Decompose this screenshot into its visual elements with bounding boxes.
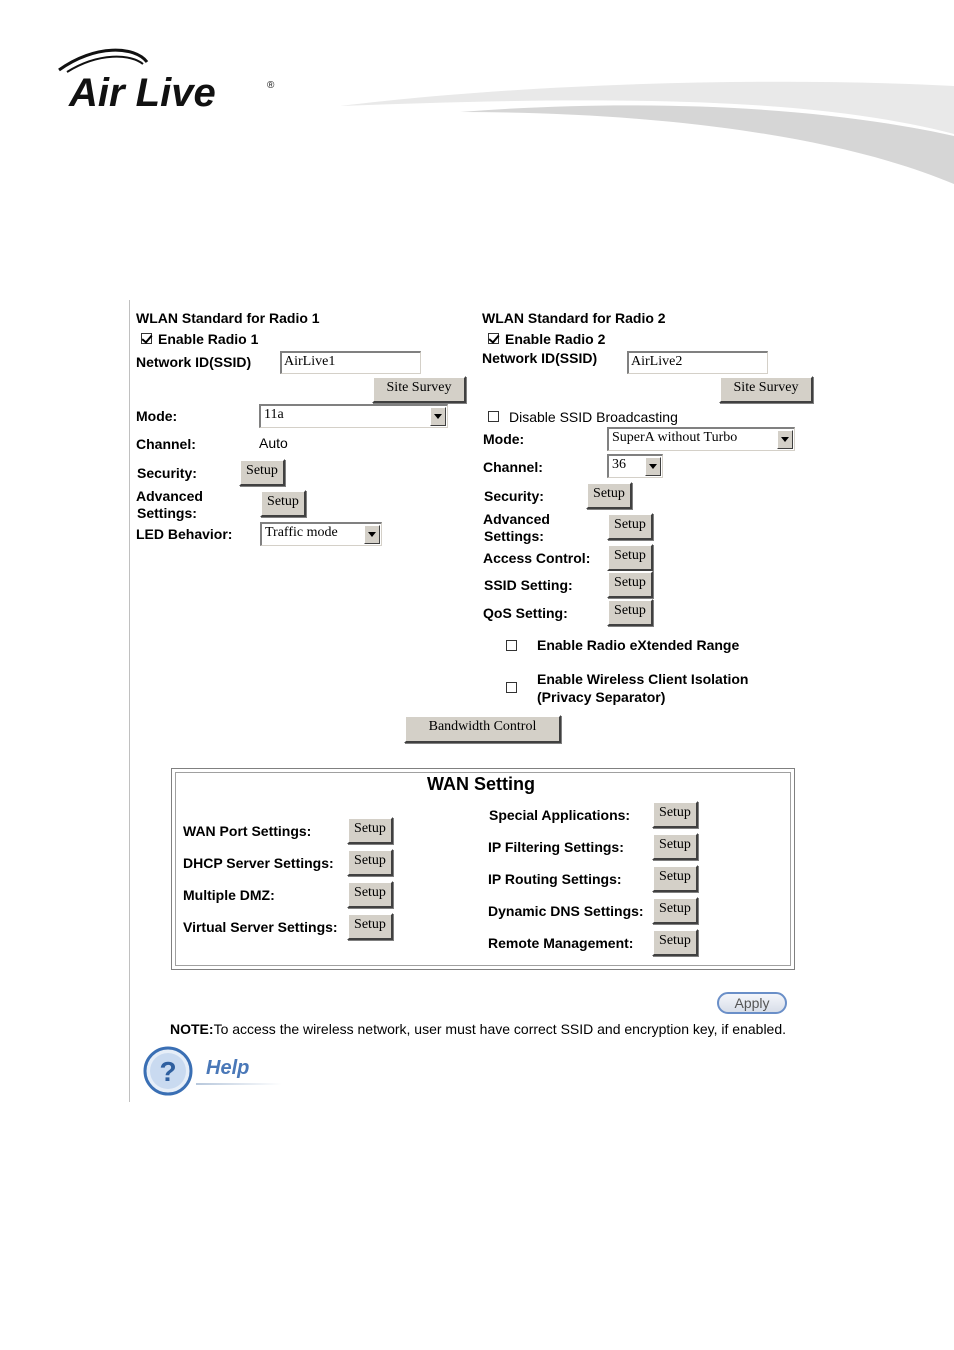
- radio1-site-survey-button[interactable]: Site Survey: [372, 376, 466, 403]
- header: [0, 0, 954, 200]
- chevron-down-icon[interactable]: [364, 525, 380, 544]
- bandwidth-control-button[interactable]: Bandwidth Control: [404, 715, 561, 743]
- radio2-heading: WLAN Standard for Radio 2: [482, 310, 666, 326]
- radio2-isolation-label-2: (Privacy Separator): [537, 689, 666, 705]
- svg-text:®: ®: [267, 80, 275, 91]
- radio1-security-setup-button[interactable]: Setup: [239, 459, 285, 486]
- ip-routing-setup-button[interactable]: Setup: [652, 865, 698, 892]
- radio1-heading: WLAN Standard for Radio 1: [136, 310, 320, 326]
- radio2-qos-label: QoS Setting:: [483, 605, 568, 621]
- dynamic-dns-label: Dynamic DNS Settings:: [488, 903, 644, 919]
- header-swoosh: [340, 76, 954, 186]
- radio2-channel-select[interactable]: [607, 454, 663, 478]
- radio2-ssid-label: Network ID(SSID): [482, 350, 598, 366]
- radio2-disable-ssid-checkbox[interactable]: [488, 411, 499, 422]
- help-label: Help: [206, 1057, 250, 1079]
- radio1-enable-label: Enable Radio 1: [158, 331, 259, 347]
- radio2-qos-setup-button[interactable]: Setup: [607, 599, 653, 626]
- multiple-dmz-label: Multiple DMZ:: [183, 887, 275, 903]
- radio2-mode-value: SuperA without Turbo: [612, 430, 738, 445]
- radio2-ssid-input[interactable]: AirLive2: [627, 351, 768, 374]
- special-applications-label: Special Applications:: [489, 807, 631, 823]
- radio2-ssid-setting-setup-button[interactable]: Setup: [607, 571, 653, 598]
- radio2-isolation-checkbox[interactable]: [506, 682, 517, 693]
- virtual-server-label: Virtual Server Settings:: [183, 919, 338, 935]
- radio2-xr-checkbox[interactable]: [506, 640, 517, 651]
- radio2-isolation-label: Enable Wireless Client Isolation: [537, 671, 749, 687]
- radio1-mode-select[interactable]: [259, 404, 448, 428]
- question-icon: [142, 1045, 194, 1097]
- radio2-disable-ssid-label: Disable SSID Broadcasting: [509, 409, 678, 425]
- radio2-xr-label: Enable Radio eXtended Range: [537, 637, 740, 653]
- radio1-led-label: LED Behavior:: [136, 526, 233, 542]
- radio2-advanced-label: Advanced: [483, 511, 550, 527]
- svg-text:?: ?: [159, 1056, 177, 1087]
- panel-left-border: [129, 300, 130, 1102]
- wan-title: WAN Setting: [427, 774, 535, 794]
- radio2-advanced-setup-button[interactable]: Setup: [607, 513, 653, 540]
- multiple-dmz-setup-button[interactable]: Setup: [347, 881, 393, 908]
- radio1-channel-label: Channel:: [136, 436, 196, 452]
- remote-management-label: Remote Management:: [488, 935, 634, 951]
- radio2-enable-checkbox[interactable]: [488, 333, 499, 344]
- ip-filtering-setup-button[interactable]: Setup: [652, 833, 698, 860]
- radio1-advanced-label-2: Settings:: [137, 505, 197, 521]
- dynamic-dns-setup-button[interactable]: Setup: [652, 897, 698, 924]
- wan-port-label: WAN Port Settings:: [183, 823, 312, 839]
- special-applications-setup-button[interactable]: Setup: [652, 801, 698, 828]
- virtual-server-setup-button[interactable]: Setup: [347, 913, 393, 940]
- chevron-down-icon[interactable]: [430, 407, 446, 426]
- remote-management-setup-button[interactable]: Setup: [652, 929, 698, 956]
- svg-text:Air Live: Air Live: [69, 71, 216, 115]
- radio1-led-value: Traffic mode: [265, 525, 338, 540]
- ip-routing-label: IP Routing Settings:: [488, 871, 622, 887]
- airlive-logo: [55, 48, 285, 116]
- apply-button[interactable]: Apply: [717, 992, 787, 1014]
- radio1-led-select[interactable]: [260, 522, 382, 546]
- help-link[interactable]: [142, 1045, 287, 1097]
- help-underline: [196, 1083, 282, 1085]
- radio1-advanced-setup-button[interactable]: Setup: [260, 490, 306, 517]
- radio1-mode-value: 11a: [264, 407, 284, 422]
- radio2-mode-select[interactable]: [607, 427, 795, 451]
- wan-port-setup-button[interactable]: Setup: [347, 817, 393, 844]
- radio1-enable-checkbox[interactable]: [141, 333, 152, 344]
- radio2-channel-label: Channel:: [483, 459, 543, 475]
- radio2-channel-value: 36: [612, 457, 626, 472]
- radio2-enable-label: Enable Radio 2: [505, 331, 606, 347]
- radio2-access-control-label: Access Control:: [483, 550, 591, 566]
- chevron-down-icon[interactable]: [777, 430, 793, 449]
- note-label: NOTE:: [170, 1021, 214, 1037]
- chevron-down-icon[interactable]: [645, 457, 661, 476]
- radio1-security-label: Security:: [137, 465, 197, 481]
- note: [170, 1021, 786, 1038]
- radio2-security-label: Security:: [484, 488, 544, 504]
- radio1-advanced-label: Advanced: [136, 488, 203, 504]
- radio1-ssid-input[interactable]: AirLive1: [280, 351, 421, 374]
- radio2-mode-label: Mode:: [483, 431, 525, 447]
- radio2-security-setup-button[interactable]: Setup: [586, 482, 632, 509]
- radio2-ssid-setting-label: SSID Setting:: [484, 577, 573, 593]
- radio2-advanced-label-2: Settings:: [484, 528, 544, 544]
- ip-filtering-label: IP Filtering Settings:: [488, 839, 624, 855]
- radio1-channel-value: Auto: [259, 435, 288, 451]
- radio2-access-control-setup-button[interactable]: Setup: [607, 544, 653, 571]
- radio1-mode-label: Mode:: [136, 408, 178, 424]
- note-text: To access the wireless network, user must have correct SSID and encryption key, if enabled.: [213, 1021, 787, 1037]
- dhcp-server-setup-button[interactable]: Setup: [347, 849, 393, 876]
- radio2-site-survey-button[interactable]: Site Survey: [719, 376, 813, 403]
- dhcp-server-label: DHCP Server Settings:: [183, 855, 334, 871]
- radio1-ssid-label: Network ID(SSID): [136, 354, 252, 370]
